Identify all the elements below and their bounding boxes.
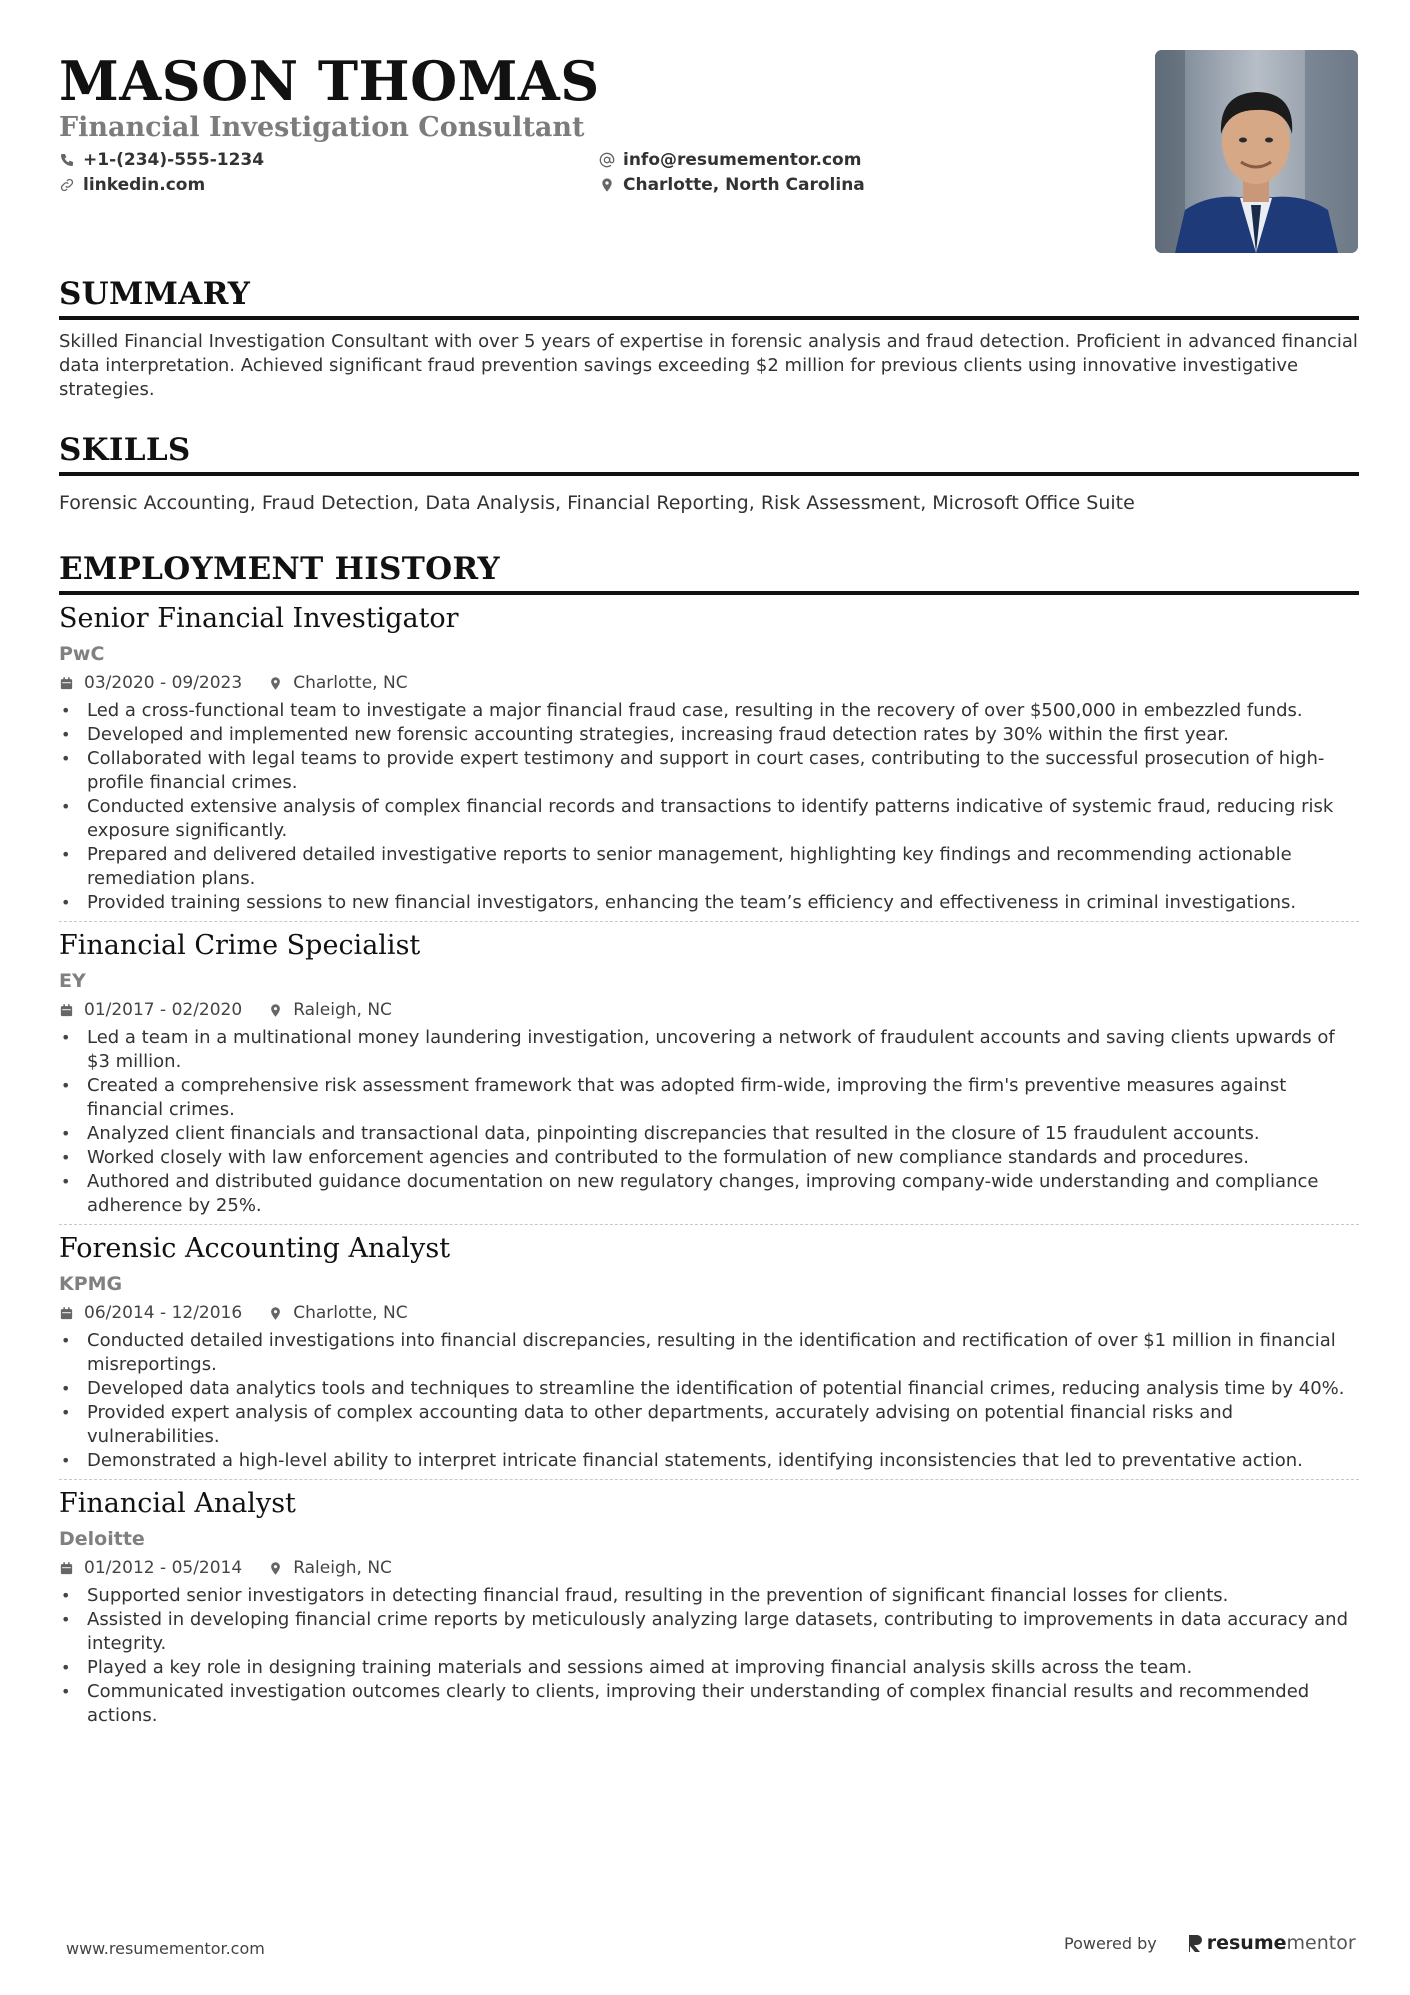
job-bullet: • Analyzed client financials and transactional data, pinpointing discrepancies that resulted in the closure of 15 fraudulent accounts. [59,1122,1359,1146]
brand-bold: resume [1206,1932,1287,1954]
job-company: Deloitte [59,1528,145,1550]
at-icon [599,152,615,168]
job-bullet: • Demonstrated a high-level ability to interpret intricate financial statements, identifying inconsistencies that led to preventative action. [59,1449,1359,1473]
location-pin-icon [599,177,615,193]
job-divider [59,921,1359,922]
calendar-icon [59,676,74,691]
contact-phone [59,148,264,172]
job-divider [59,1479,1359,1480]
summary-text: Skilled Financial Investigation Consultant with over 5 years of expertise in forensic analysis and fraud detection. Proficient in advanced financial data interpretation. Achieved significant fraud prevention savings exceeding $2 million for previous clients using innovative investigative strategies. [59,331,1358,400]
location-pin-icon [268,1306,283,1321]
phone-icon [59,152,75,168]
job-bullet: • Conducted detailed investigations into financial discrepancies, resulting in the identification and rectification of over $1 million in financial misreportings. [59,1329,1359,1377]
summary-heading: SUMMARY [59,276,251,312]
job-meta [59,998,1359,1022]
job-meta [59,1556,1359,1580]
resume-header [59,0,1359,260]
email-text[interactable]: info@resumementor.com [623,150,862,170]
job-meta [59,1301,1359,1325]
job-dates: 01/2012 - 05/2014 [84,1558,243,1578]
job-bullet: • Collaborated with legal teams to provide expert testimony and support in court cases, contributing to the successful prosecution of high-profile financial crimes. [59,747,1359,795]
job-dates: 01/2017 - 02/2020 [84,1000,243,1020]
job-bullet: • Provided expert analysis of complex accounting data to other departments, accurately advising on potential financial risks and vulnerabilities. [59,1401,1359,1449]
skills-section [59,430,1359,515]
job-entry [59,1486,1359,1728]
job-bullet: • Led a team in a multinational money laundering investigation, uncovering a network of fraudulent accounts and saving clients upwards of $3 million. [59,1026,1359,1074]
job-title: Senior Financial Investigator [59,603,459,634]
job-bullet: • Conducted extensive analysis of complex financial records and transactions to identify patterns indicative of systemic fraud, reducing risk exposure significantly. [59,795,1359,843]
resumementor-logo-icon [1187,1933,1203,1953]
job-bullet: • Developed data analytics tools and techniques to streamline the identification of potential financial crimes, reducing analysis time by 40%. [59,1377,1359,1401]
contact-location [599,173,865,197]
job-entry [59,1231,1359,1480]
skills-heading: SKILLS [59,432,191,468]
candidate-name: MASON THOMAS [59,49,600,113]
employment-section [59,549,1359,1728]
job-entry [59,601,1359,922]
job-bullet: • Worked closely with law enforcement agencies and contributed to the formulation of new compliance standards and procedures. [59,1146,1359,1170]
job-divider [59,1224,1359,1225]
job-bullet: • Assisted in developing financial crime reports by meticulously analyzing large datasets, contributing to improvements in data accuracy and integrity. [59,1608,1359,1656]
job-meta [59,671,1359,695]
job-bullet: • Communicated investigation outcomes clearly to clients, improving their understanding of complex financial results and recommended actions. [59,1680,1359,1728]
phone-text: +1-(234)-555-1234 [83,150,265,170]
location-pin-icon [268,1003,283,1018]
footer-website[interactable]: www.resumementor.com [66,1939,265,1958]
summary-rule [59,316,1359,320]
job-company: PwC [59,643,105,665]
job-bullets [59,1584,1359,1728]
profile-photo [1155,50,1358,253]
location-pin-icon [268,1561,283,1576]
job-entry [59,928,1359,1225]
job-bullets [59,1026,1359,1218]
job-list [59,601,1359,1728]
calendar-icon [59,1003,74,1018]
job-company: KPMG [59,1273,123,1295]
job-bullet: • Authored and distributed guidance documentation on new regulatory changes, improving company-wide understanding and compliance adherence by 25%. [59,1170,1359,1218]
job-bullets [59,699,1359,915]
job-location: Charlotte, NC [293,1303,408,1323]
profile-portrait [1155,50,1358,253]
job-location: Raleigh, NC [293,1558,392,1578]
contact-linkedin[interactable] [59,173,205,197]
footer-powered [1064,1932,1356,1954]
powered-by-label: Powered by [1064,1933,1157,1953]
job-bullet: • Led a cross-functional team to investigate a major financial fraud case, resulting in the recovery of over $500,000 in embezzled funds. [59,699,1359,723]
brand-light: mentor [1286,1932,1356,1954]
location-pin-icon [268,676,283,691]
location-text: Charlotte, North Carolina [623,175,865,195]
job-bullet: • Developed and implemented new forensic accounting strategies, increasing fraud detection rates by 30% within the first year. [59,723,1359,747]
brand-logo[interactable] [1187,1932,1356,1954]
skills-text: Forensic Accounting, Fraud Detection, Data Analysis, Financial Reporting, Risk Assessment, Microsoft Office Suite [59,492,1135,514]
calendar-icon [59,1306,74,1321]
job-title: Financial Analyst [59,1488,296,1519]
employment-heading: EMPLOYMENT HISTORY [59,551,500,587]
resume-page [59,0,1359,1728]
job-dates: 06/2014 - 12/2016 [84,1303,243,1323]
summary-section [59,274,1359,402]
job-bullet: • Played a key role in designing training materials and sessions aimed at improving financial analysis skills across the team. [59,1656,1359,1680]
employment-rule [59,591,1359,595]
job-title: Financial Crime Specialist [59,930,421,961]
job-location: Charlotte, NC [293,673,408,693]
job-bullet: • Created a comprehensive risk assessment framework that was adopted firm-wide, improving the firm's preventive measures against financial crimes. [59,1074,1359,1122]
job-dates: 03/2020 - 09/2023 [84,673,243,693]
job-bullet: • Supported senior investigators in detecting financial fraud, resulting in the prevention of significant financial losses for clients. [59,1584,1359,1608]
job-location: Raleigh, NC [293,1000,392,1020]
link-icon [59,177,75,193]
contact-email[interactable] [599,148,861,172]
calendar-icon [59,1561,74,1576]
job-company: EY [59,970,86,992]
candidate-role: Financial Investigation Consultant [59,112,585,143]
linkedin-text[interactable]: linkedin.com [83,175,206,195]
job-bullets [59,1329,1359,1473]
job-bullet: • Prepared and delivered detailed investigative reports to senior management, highlighting key findings and recommending actionable remediation plans. [59,843,1359,891]
job-title: Forensic Accounting Analyst [59,1233,451,1264]
job-bullet: • Provided training sessions to new financial investigators, enhancing the team’s efficiency and effectiveness in criminal investigations. [59,891,1359,915]
skills-rule [59,472,1359,476]
